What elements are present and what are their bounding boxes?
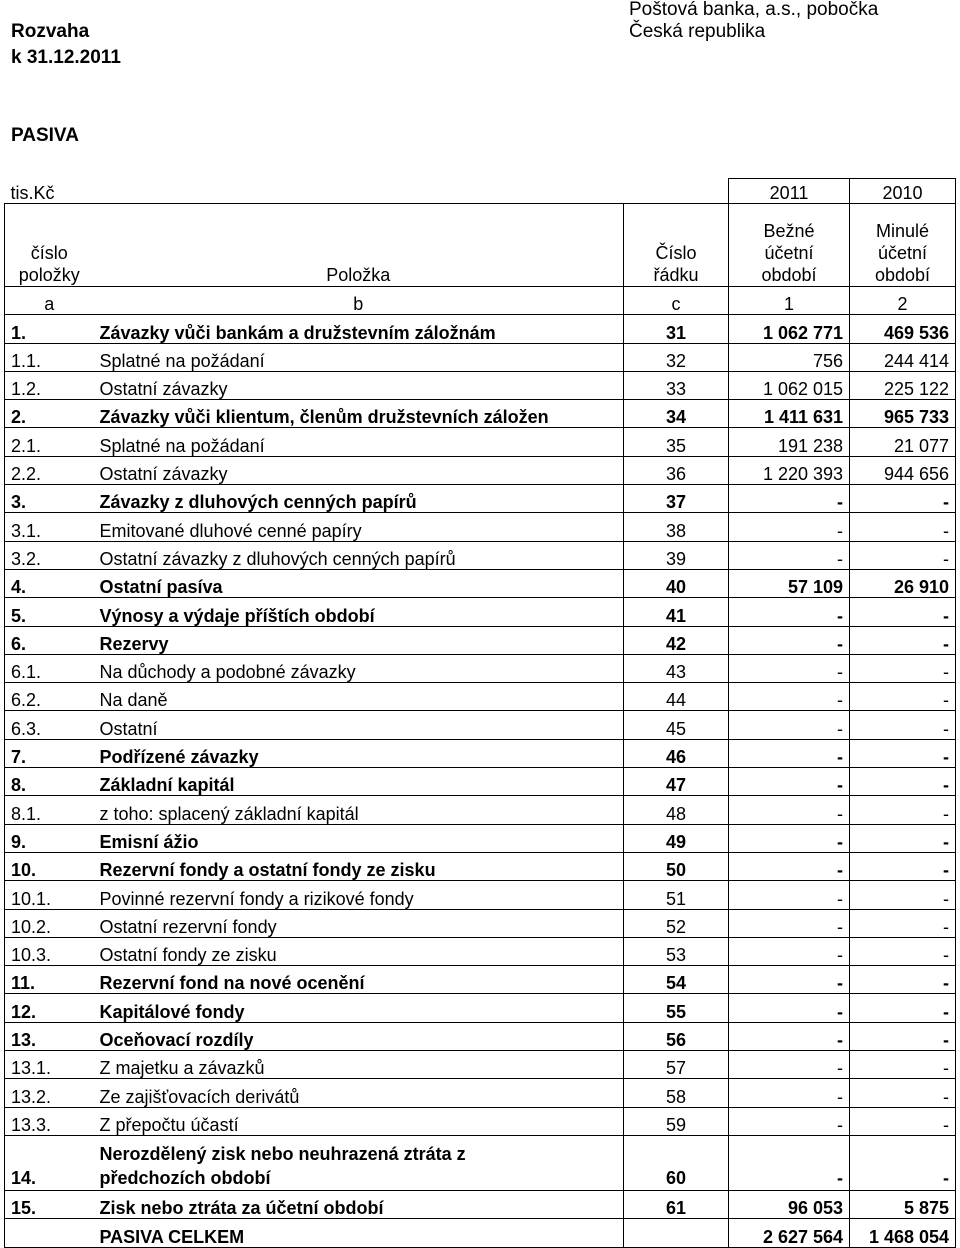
value-current: - (729, 796, 850, 824)
letter-2: 2 (850, 287, 956, 315)
line-number: 32 (624, 343, 729, 371)
value-previous: 21 077 (850, 428, 956, 456)
value-previous: - (850, 881, 956, 909)
item-name: Ostatní závazky z dluhových cenných papírů (94, 541, 624, 569)
item-name: Rezervní fond na nové ocenění (94, 966, 624, 994)
line-number: 51 (624, 881, 729, 909)
line-number: 54 (624, 966, 729, 994)
item-number: 6.2. (5, 683, 94, 711)
line-number: 46 (624, 739, 729, 767)
item-number: 3.2. (5, 541, 94, 569)
item-number: 14. (5, 1135, 94, 1190)
column-letters-row (5, 287, 956, 315)
value-current: - (729, 852, 850, 880)
line-number: 45 (624, 711, 729, 739)
line-number: 59 (624, 1107, 729, 1135)
col-item: Položka (94, 204, 624, 287)
line-number: 41 (624, 598, 729, 626)
line-number: 40 (624, 569, 729, 597)
value-previous: - (850, 654, 956, 682)
value-previous: - (850, 796, 956, 824)
item-number: 10.3. (5, 937, 94, 965)
item-number: 10.1. (5, 881, 94, 909)
item-name: Nerozdělený zisk nebo neuhrazená ztráta z předchozích období (94, 1135, 624, 1190)
value-previous: 965 733 (850, 400, 956, 428)
letter-b: b (94, 287, 624, 315)
item-number: 9. (5, 824, 94, 852)
item-number: 5. (5, 598, 94, 626)
value-previous: - (850, 966, 956, 994)
table-row (5, 937, 956, 965)
value-current: 1 411 631 (729, 400, 850, 428)
line-number: 38 (624, 513, 729, 541)
item-number: 3.1. (5, 513, 94, 541)
item-name: z toho: splacený základní kapitál (94, 796, 624, 824)
item-name: Splatné na požádaní (94, 343, 624, 371)
year-current: 2011 (729, 179, 850, 204)
table-row (5, 315, 956, 343)
item-number (5, 1219, 94, 1247)
item-name: Zisk nebo ztráta za účetní období (94, 1190, 624, 1218)
col-item-no: číslo položky (5, 204, 94, 287)
table-row (5, 711, 956, 739)
item-name: Ostatní rezervní fondy (94, 909, 624, 937)
table-row (5, 881, 956, 909)
table-row (5, 994, 956, 1022)
value-current: 96 053 (729, 1190, 850, 1218)
bank-country: Česká republika (629, 21, 766, 42)
value-previous: - (850, 485, 956, 513)
item-name: PASIVA CELKEM (94, 1219, 624, 1247)
item-number: 13.2. (5, 1079, 94, 1107)
table-row (5, 683, 956, 711)
value-current: - (729, 541, 850, 569)
item-number: 2.1. (5, 428, 94, 456)
item-name: Ostatní (94, 711, 624, 739)
line-number: 55 (624, 994, 729, 1022)
value-previous: - (850, 909, 956, 937)
table-row (5, 824, 956, 852)
line-number: 48 (624, 796, 729, 824)
item-name: Z přepočtu účastí (94, 1107, 624, 1135)
letter-1: 1 (729, 287, 850, 315)
item-name: Emisní ážio (94, 824, 624, 852)
table-row (5, 598, 956, 626)
value-current: - (729, 994, 850, 1022)
table-row (5, 1022, 956, 1050)
value-current: 191 238 (729, 428, 850, 456)
value-previous: - (850, 1107, 956, 1135)
item-name: Emitované dluhové cenné papíry (94, 513, 624, 541)
table-row (5, 909, 956, 937)
header-row (5, 204, 956, 287)
table-row (5, 1107, 956, 1135)
report-title: Rozvaha (11, 21, 90, 42)
value-previous: - (850, 937, 956, 965)
item-number: 10.2. (5, 909, 94, 937)
table-row (5, 1219, 956, 1247)
table-row (5, 768, 956, 796)
item-name: Na daně (94, 683, 624, 711)
table-row (5, 400, 956, 428)
value-current: - (729, 683, 850, 711)
item-number: 6.3. (5, 711, 94, 739)
line-number: 52 (624, 909, 729, 937)
value-previous: - (850, 768, 956, 796)
line-number: 44 (624, 683, 729, 711)
value-current: - (729, 654, 850, 682)
bank-name: Poštová banka, a.s., pobočka (629, 0, 879, 20)
item-number: 2. (5, 400, 94, 428)
item-number: 1.1. (5, 343, 94, 371)
table-row (5, 343, 956, 371)
line-number: 56 (624, 1022, 729, 1050)
table-row (5, 513, 956, 541)
item-number: 8. (5, 768, 94, 796)
item-name: Oceňovací rozdíly (94, 1022, 624, 1050)
line-number: 42 (624, 626, 729, 654)
value-previous: 244 414 (850, 343, 956, 371)
table-row (5, 1079, 956, 1107)
year-previous: 2010 (850, 179, 956, 204)
table-row (5, 569, 956, 597)
item-name: Na důchody a podobné závazky (94, 654, 624, 682)
unit-label: tis.Kč (10, 183, 55, 203)
item-number: 15. (5, 1190, 94, 1218)
item-name: Ze zajišťovacích derivátů (94, 1079, 624, 1107)
table-row (5, 796, 956, 824)
value-current: - (729, 768, 850, 796)
value-current: 57 109 (729, 569, 850, 597)
value-previous: - (850, 852, 956, 880)
value-current: - (729, 824, 850, 852)
value-previous: - (850, 739, 956, 767)
item-number: 12. (5, 994, 94, 1022)
value-previous: - (850, 1079, 956, 1107)
item-number: 2.2. (5, 456, 94, 484)
value-current: - (729, 485, 850, 513)
value-current: - (729, 513, 850, 541)
item-number: 7. (5, 739, 94, 767)
value-current: - (729, 1022, 850, 1050)
col-previous: Minulé účetní období (850, 204, 956, 287)
table-row (5, 966, 956, 994)
item-name: Ostatní fondy ze zisku (94, 937, 624, 965)
item-number: 1.2. (5, 371, 94, 399)
table-row (5, 1051, 956, 1079)
value-previous: - (850, 513, 956, 541)
item-name: Ostatní pasíva (94, 569, 624, 597)
item-name: Ostatní závazky (94, 456, 624, 484)
value-previous: - (850, 626, 956, 654)
item-number: 13. (5, 1022, 94, 1050)
item-name: Rezervy (94, 626, 624, 654)
item-number: 4. (5, 569, 94, 597)
line-number: 33 (624, 371, 729, 399)
item-number: 13.1. (5, 1051, 94, 1079)
value-previous: 944 656 (850, 456, 956, 484)
value-current: 1 220 393 (729, 456, 850, 484)
item-number: 10. (5, 852, 94, 880)
line-number: 58 (624, 1079, 729, 1107)
value-previous: - (850, 711, 956, 739)
line-number: 31 (624, 315, 729, 343)
col-line: Číslo řádku (624, 204, 729, 287)
item-number: 1. (5, 315, 94, 343)
value-current: - (729, 739, 850, 767)
value-current: - (729, 909, 850, 937)
line-number: 61 (624, 1190, 729, 1218)
value-previous: 1 468 054 (850, 1219, 956, 1247)
report-date: k 31.12.2011 (11, 47, 121, 68)
value-current: - (729, 1135, 850, 1190)
item-name: Základní kapitál (94, 768, 624, 796)
table-row (5, 456, 956, 484)
value-current: 1 062 015 (729, 371, 850, 399)
item-name: Kapitálové fondy (94, 994, 624, 1022)
value-current: - (729, 881, 850, 909)
table-row (5, 428, 956, 456)
unit-row (5, 179, 956, 204)
line-number: 37 (624, 485, 729, 513)
item-name: Ostatní závazky (94, 371, 624, 399)
item-name: Závazky z dluhových cenných papírů (94, 485, 624, 513)
line-number: 57 (624, 1051, 729, 1079)
value-previous: - (850, 994, 956, 1022)
item-name: Podřízené závazky (94, 739, 624, 767)
item-number: 3. (5, 485, 94, 513)
value-current: - (729, 966, 850, 994)
item-name: Splatné na požádaní (94, 428, 624, 456)
value-previous: - (850, 1135, 956, 1190)
balance-sheet-table (4, 178, 956, 1248)
item-number: 6.1. (5, 654, 94, 682)
line-number: 60 (624, 1135, 729, 1190)
value-previous: - (850, 541, 956, 569)
item-number: 8.1. (5, 796, 94, 824)
line-number: 47 (624, 768, 729, 796)
value-previous: - (850, 1022, 956, 1050)
item-name: Rezervní fondy a ostatní fondy ze zisku (94, 852, 624, 880)
letter-a: a (5, 287, 94, 315)
value-previous: 469 536 (850, 315, 956, 343)
value-previous: - (850, 1051, 956, 1079)
value-current: - (729, 937, 850, 965)
table-row (5, 1135, 956, 1190)
table-row (5, 739, 956, 767)
table-row (5, 541, 956, 569)
line-number: 39 (624, 541, 729, 569)
value-previous: 225 122 (850, 371, 956, 399)
value-previous: 5 875 (850, 1190, 956, 1218)
item-name: Z majetku a závazků (94, 1051, 624, 1079)
item-name: Závazky vůči klientum, členům družstevních záložen (94, 400, 624, 428)
item-number: 11. (5, 966, 94, 994)
value-current: - (729, 626, 850, 654)
section-title: PASIVA (11, 125, 79, 146)
line-number (624, 1219, 729, 1247)
value-previous: 26 910 (850, 569, 956, 597)
value-previous: - (850, 598, 956, 626)
value-current: - (729, 1051, 850, 1079)
value-current: 2 627 564 (729, 1219, 850, 1247)
value-previous: - (850, 683, 956, 711)
line-number: 49 (624, 824, 729, 852)
value-current: - (729, 1107, 850, 1135)
table-row (5, 485, 956, 513)
col-current: Bežné účetní období (729, 204, 850, 287)
line-number: 43 (624, 654, 729, 682)
item-name: Výnosy a výdaje příštích období (94, 598, 624, 626)
value-previous: - (850, 824, 956, 852)
line-number: 35 (624, 428, 729, 456)
line-number: 53 (624, 937, 729, 965)
value-current: 756 (729, 343, 850, 371)
value-current: 1 062 771 (729, 315, 850, 343)
item-name: Povinné rezervní fondy a rizikové fondy (94, 881, 624, 909)
line-number: 36 (624, 456, 729, 484)
table-row (5, 852, 956, 880)
letter-c: c (624, 287, 729, 315)
value-current: - (729, 711, 850, 739)
value-current: - (729, 1079, 850, 1107)
item-number: 6. (5, 626, 94, 654)
line-number: 34 (624, 400, 729, 428)
table-row (5, 626, 956, 654)
table-row (5, 371, 956, 399)
line-number: 50 (624, 852, 729, 880)
table-row (5, 654, 956, 682)
value-current: - (729, 598, 850, 626)
item-number: 13.3. (5, 1107, 94, 1135)
item-name: Závazky vůči bankám a družstevním záložnám (94, 315, 624, 343)
